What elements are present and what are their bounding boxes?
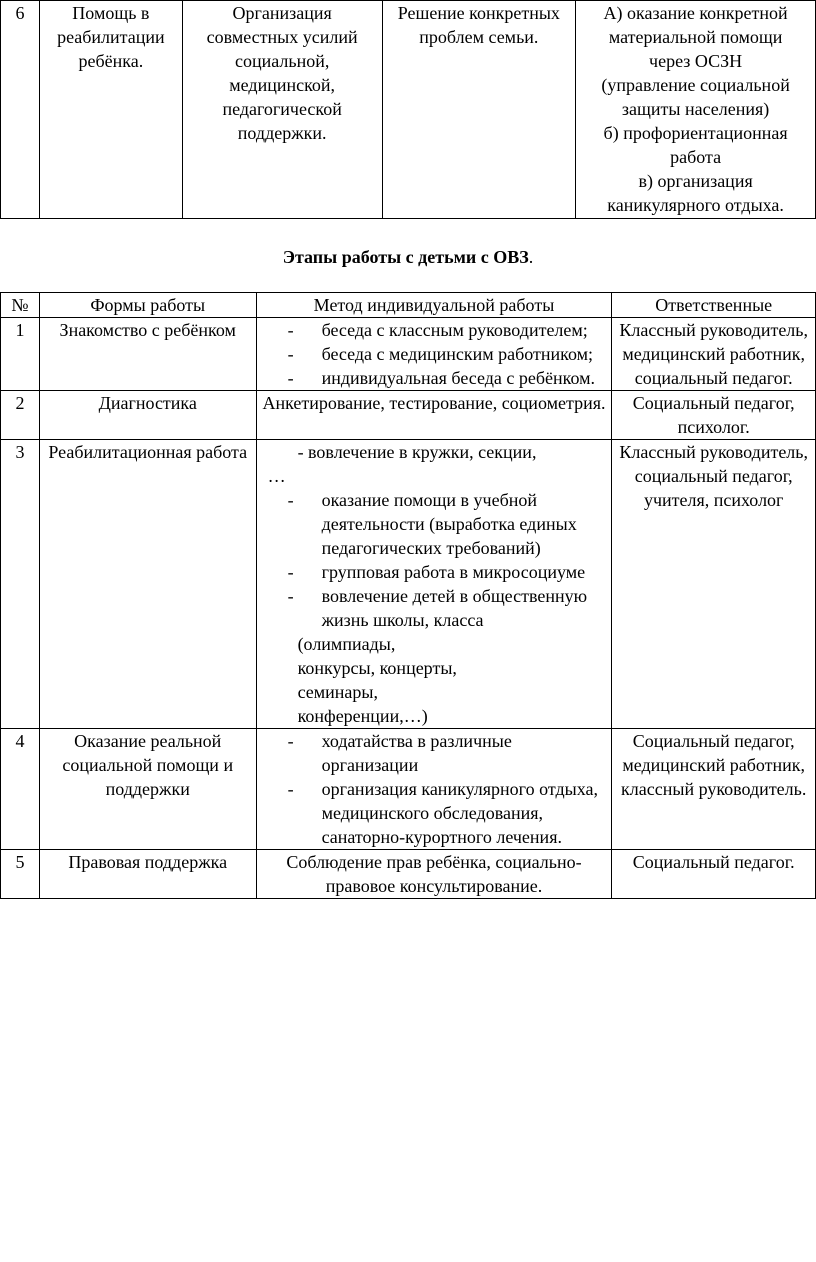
activity-name: Помощь в реабилитации ребёнка. [39,1,182,219]
table-row [1,1,816,219]
method-item: - организация каникулярного отдыха, медицинского обследования, санаторно-курортного лечения. [260,777,609,849]
method-cell [256,440,612,729]
responsible: Социальный педагог, психолог. [612,391,816,440]
responsible: Социальный педагог. [612,850,816,899]
method-cell: Соблюдение прав ребёнка, социально-правовое консультирование. [256,850,612,899]
activity-table [0,0,816,219]
method-item: - беседа с классным руководителем; [260,318,609,342]
section-title: Этапы работы с детьми с ОВЗ. [282,247,534,267]
responsible: Классный руководитель, медицинский работник, социальный педагог. [612,318,816,391]
row-number: 4 [1,729,40,850]
method-cell: Анкетирование, тестирование, социометрия. [256,391,612,440]
method-ellipsis: … [267,466,286,486]
method-cell [256,729,612,850]
table-row [1,850,816,899]
table-header-row [1,293,816,318]
work-form: Диагностика [39,391,256,440]
method-item: - групповая работа в микросоциуме [260,560,609,584]
row-number: 2 [1,391,40,440]
table-row [1,318,816,391]
row-number: 1 [1,318,40,391]
row-number: 5 [1,850,40,899]
activity-goal: Решение конкретных проблем семьи. [382,1,576,219]
row-number: 3 [1,440,40,729]
method-item: - беседа с медицинским работником; [260,342,609,366]
method-item: - оказание помощи в учебной деятельности (выработка единых педагогических требований) [260,488,609,560]
activity-measures: А) оказание конкретной материальной помощи через ОСЗН (управление социальной защиты населения) б) профориентационная работа в) организация каникулярного отдыха. [576,1,816,219]
responsible: Классный руководитель, социальный педагог, учителя, психолог [612,440,816,729]
table-row [1,440,816,729]
table-row [1,729,816,850]
method-lead: - вовлечение в кружки, секции, [297,442,537,462]
column-header-number: № [1,293,40,318]
method-item: - вовлечение детей в общественную жизнь школы, класса [260,584,609,632]
method-item: - ходатайства в различные организации [260,729,609,777]
work-form: Оказание реальной социальной помощи и поддержки [39,729,256,850]
column-header-method: Метод индивидуальной работы [256,293,612,318]
work-form: Реабилитационная работа [39,440,256,729]
stages-table [0,292,816,899]
method-cell [256,318,612,391]
column-header-responsible: Ответственные [612,293,816,318]
table-row [1,391,816,440]
activity-content: Организация совместных усилий социальной, медицинской, педагогической поддержки. [182,1,382,219]
column-header-forms: Формы работы [39,293,256,318]
work-form: Знакомство с ребёнком [39,318,256,391]
work-form: Правовая поддержка [39,850,256,899]
method-tail: (олимпиады, конкурсы, концерты, семинары, конференции,…) [297,634,457,726]
responsible: Социальный педагог, медицинский работник, классный руководитель. [612,729,816,850]
method-item: - индивидуальная беседа с ребёнком. [260,366,609,390]
row-number: 6 [1,1,40,219]
